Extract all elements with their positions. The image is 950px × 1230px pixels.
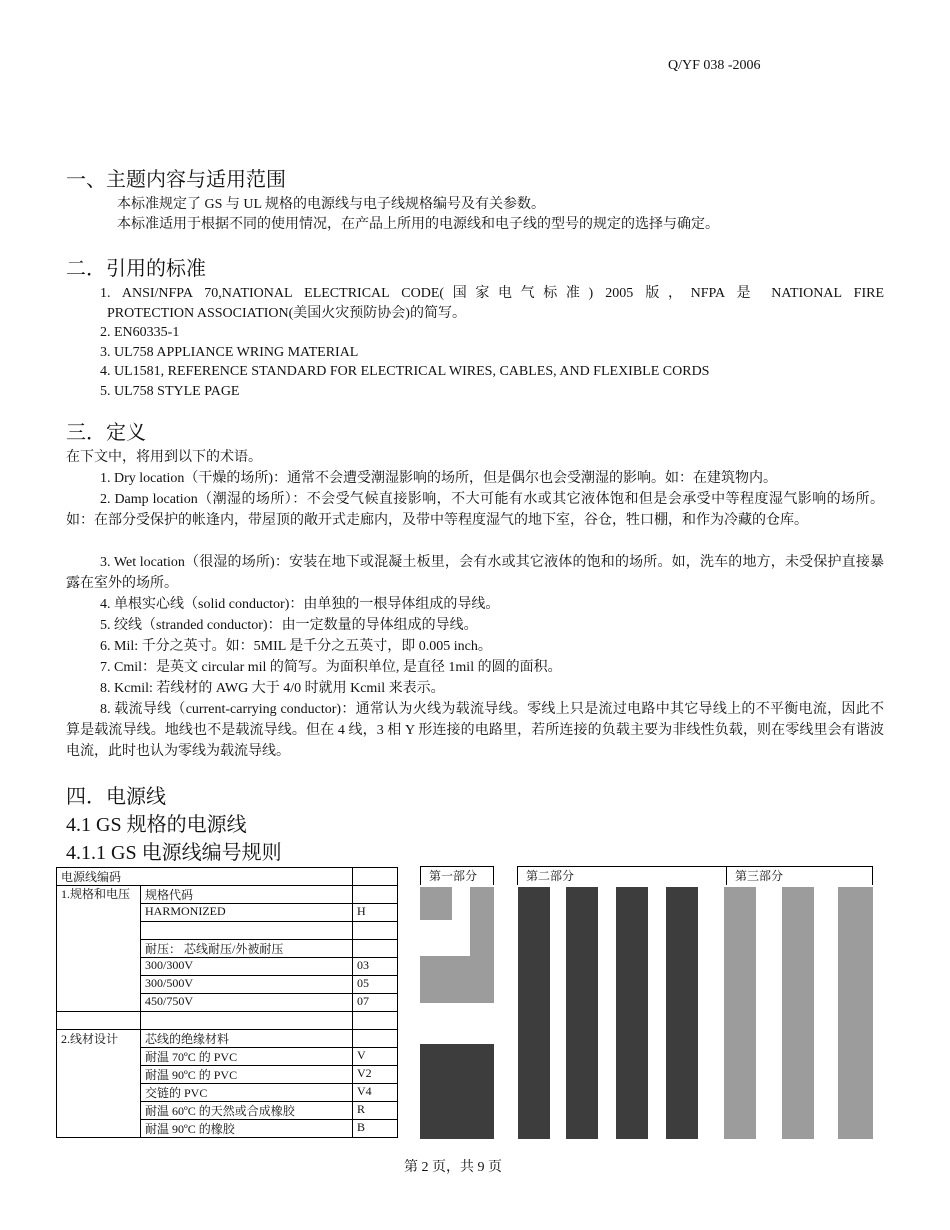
table-cell: 耐温 70ºC 的 PVC (141, 1048, 353, 1066)
definition-item: 4. 单根实心线（solid conductor)：由单独的一根导体组成的导线。 (100, 597, 500, 612)
table-cell (353, 922, 398, 940)
definition-item: 7. Cmil：是英文 circular mil 的简写。为面积单位, 是直径 1mil 的圆的面积。 (100, 660, 562, 675)
section-1-line-2: 本标准适用于根据不同的使用情况，在产品上所用的电源线和电子线的型号的规定的选择与确定。 (117, 217, 719, 232)
table-cell: HARMONIZED (141, 904, 353, 922)
reference-item: 5. UL758 STYLE PAGE (100, 383, 240, 399)
reference-item: 2. EN60335-1 (100, 325, 180, 340)
table-cell: 07 (353, 994, 398, 1012)
table-cell: 05 (353, 976, 398, 994)
table-cell (141, 1012, 353, 1030)
table-row (57, 886, 398, 904)
table-row (57, 1012, 398, 1030)
diagram-block-light (420, 956, 494, 1003)
table-header-cell: 电源线编码 (57, 868, 353, 886)
table-cell (353, 1030, 398, 1048)
section-1-title: 一、主题内容与适用范围 (66, 169, 286, 191)
section-1-line-1: 本标准规定了 GS 与 UL 规格的电源线与电子线规格编号及有关参数。 (117, 197, 546, 212)
definitions-intro: 在下文中，将用到以下的术语。 (66, 450, 262, 465)
definition-item: 6. Mil: 千分之英寸。如：5MIL 是千分之五英寸，即 0.005 inch。 (100, 639, 492, 654)
table-cell: R (353, 1102, 398, 1120)
diagram-bar-light (838, 887, 873, 1139)
reference-item-cont: PROTECTION ASSOCIATION(美国火灾预防协会)的简写。 (107, 305, 466, 321)
diagram-bar-light (724, 887, 756, 1139)
definition-item: 1. Dry location（干燥的场所)：通常不会遭受潮湿影响的场所，但是偶尔也会受潮湿的影响。如：在建筑物内。 (100, 471, 778, 486)
table-cell: 300/300V (141, 958, 353, 976)
table-cell: 交链的 PVC (141, 1084, 353, 1102)
diagram-bar-dark (666, 887, 698, 1139)
diagram-block-dark (420, 1044, 494, 1139)
section-4-1-title: 4.1 GS 规格的电源线 (66, 814, 247, 836)
table-cell: 芯线的绝缘材料 (141, 1030, 353, 1048)
code-structure-diagram (420, 866, 873, 1139)
table-row (57, 868, 398, 886)
part-2-label: 第二部分 (517, 866, 727, 885)
table-group-cell: 2.线材设计 (57, 1030, 141, 1138)
table-cell (353, 940, 398, 958)
part-1-label: 第一部分 (420, 866, 494, 885)
table-cell: 耐温 90ºC 的橡胶 (141, 1120, 353, 1138)
diagram-bar-light (782, 887, 814, 1139)
reference-item: 4. UL1581, REFERENCE STANDARD FOR ELECTRICAL WIRES, CABLES, AND FLEXIBLE CORDS (100, 364, 710, 379)
definition-item: 5. 绞线（stranded conductor)：由一定数量的导体组成的导线。 (100, 618, 478, 633)
diagram-block-light (470, 887, 494, 967)
reference-item: 1. ANSI/NFPA 70,NATIONAL ELECTRICAL CODE(国家电气标准) 2005 版，NFPA 是 NATIONAL FIRE (100, 286, 884, 301)
table-cell: V2 (353, 1066, 398, 1084)
table-cell: 耐温 90ºC 的 PVC (141, 1066, 353, 1084)
diagram-block-light (420, 887, 452, 920)
section-4-1-1-title: 4.1.1 GS 电源线编号规则 (66, 842, 282, 864)
table-cell: 耐压： 芯线耐压/外被耐压 (141, 940, 353, 958)
definition-item: 3. Wet location（很湿的场所)：安装在地下或混凝土板里，会有水或其它液体的饱和的场所。如，洗车的地方，未受保护直接暴露在室外的场所。 (66, 555, 884, 591)
reference-item: 3. UL758 APPLIANCE WRING MATERIAL (100, 344, 359, 360)
table-cell: 03 (353, 958, 398, 976)
table-row (57, 1030, 398, 1048)
table-cell: V (353, 1048, 398, 1066)
table-cell: 450/750V (141, 994, 353, 1012)
reference-list (100, 284, 884, 401)
table-cell: V4 (353, 1084, 398, 1102)
table-cell: H (353, 904, 398, 922)
table-cell: 耐温 60ºC 的天然或合成橡胶 (141, 1102, 353, 1120)
table-cell (57, 1012, 141, 1030)
table-cell: 300/500V (141, 976, 353, 994)
diagram-bar-dark (616, 887, 648, 1139)
table-cell (353, 886, 398, 904)
diagram-bar-dark (518, 887, 550, 1139)
table-cell (141, 922, 353, 940)
diagram-bar-dark (566, 887, 598, 1139)
section-3-title: 三．定义 (66, 422, 146, 444)
definition-item: 8. 载流导线（current-carrying conductor)：通常认为火线为载流导线。零线上只是流过电路中其它导线上的不平衡电流，因此不算是载流导线。地线也不是载流导线。但在 4 线，3 相 Y 形连接的电路里，若所连接的负载主要为非线性负载，则在零线里会有谐波电流，此时也认为零线为载流导线。 (66, 702, 884, 759)
table-group-cell: 1.规格和电压 (57, 886, 141, 1012)
section-2-title: 二．引用的标准 (66, 258, 206, 280)
table-cell (353, 868, 398, 886)
power-cord-code-table (56, 867, 398, 1138)
definition-item: 2. Damp location（潮湿的场所）：不会受气候直接影响，不大可能有水或其它液体饱和但是会承受中等程度湿气影响的场所。如：在部分受保护的帐逢内，带屋顶的敞开式走廊内，及带中等程度湿气的地下室，谷仓，牲口棚，和作为冷藏的仓库。 (66, 492, 884, 528)
page-footer: 第 2 页，共 9 页 (404, 1160, 502, 1175)
definition-item: 8. Kcmil: 若线材的 AWG 大于 4/0 时就用 Kcmil 来表示。 (100, 681, 445, 696)
part-3-label: 第三部分 (726, 866, 873, 885)
table-cell: 规格代码 (141, 886, 353, 904)
table-cell (353, 1012, 398, 1030)
section-4-title: 四．电源线 (66, 786, 166, 808)
document-code: Q/YF 038 -2006 (668, 58, 761, 73)
table-cell: B (353, 1120, 398, 1138)
